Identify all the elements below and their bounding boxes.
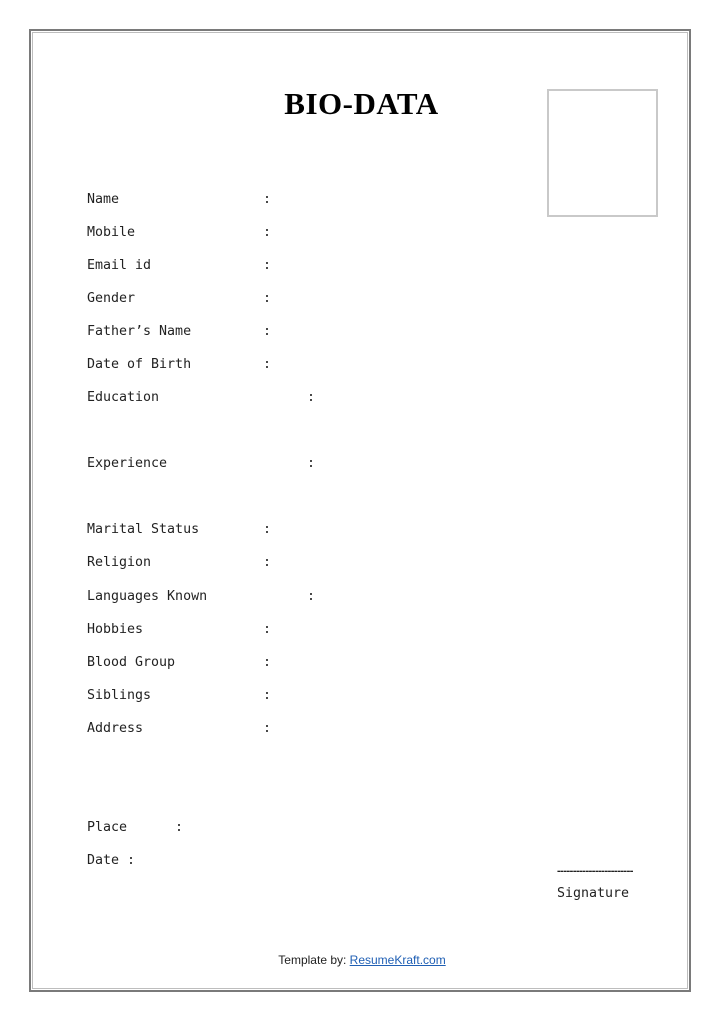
field-colon: : — [263, 324, 272, 339]
field-label: Siblings — [87, 688, 152, 703]
field-colon: : — [263, 258, 272, 273]
field-label: Name — [87, 192, 120, 207]
field-label: Email id — [87, 258, 152, 273]
field-colon: : — [263, 357, 272, 372]
field-label: Marital Status — [87, 522, 200, 537]
signature-line: ------------------------ — [557, 865, 633, 877]
field-label: Religion — [87, 555, 152, 570]
field-colon: : — [307, 390, 316, 405]
field-colon: : — [263, 622, 272, 637]
field-colon: : — [263, 192, 272, 207]
field-colon: : — [307, 589, 316, 604]
field-label: Education — [87, 390, 160, 405]
field-label: Languages Known — [87, 589, 208, 604]
place-label: Place — [87, 820, 128, 835]
footer-credit — [0, 953, 724, 967]
field-label: Experience — [87, 456, 168, 471]
field-label: Gender — [87, 291, 136, 306]
field-colon: : — [307, 456, 316, 471]
signature-label: Signature — [557, 886, 630, 901]
footer-link[interactable]: ResumeKraft.com — [349, 953, 446, 967]
field-label: Father’s Name — [87, 324, 192, 339]
field-label: Blood Group — [87, 655, 176, 670]
field-address — [87, 721, 272, 766]
field-colon: : — [263, 688, 272, 703]
field-colon: : — [263, 291, 272, 306]
date-row — [87, 853, 136, 883]
field-label: Address — [87, 721, 144, 736]
field-colon: : — [263, 721, 272, 736]
field-education — [87, 390, 316, 435]
field-label: Date of Birth — [87, 357, 192, 372]
field-colon: : — [263, 555, 272, 570]
field-label: Mobile — [87, 225, 136, 240]
document-title: BIO-DATA — [284, 86, 439, 121]
field-label: Hobbies — [87, 622, 144, 637]
field-colon: : — [263, 225, 272, 240]
place-colon: : — [175, 820, 184, 835]
date-label: Date : — [87, 853, 136, 868]
photo-placeholder — [547, 89, 658, 217]
footer-prefix: Template by: — [278, 953, 350, 967]
field-colon: : — [263, 655, 272, 670]
field-colon: : — [263, 522, 272, 537]
field-experience — [87, 456, 316, 501]
